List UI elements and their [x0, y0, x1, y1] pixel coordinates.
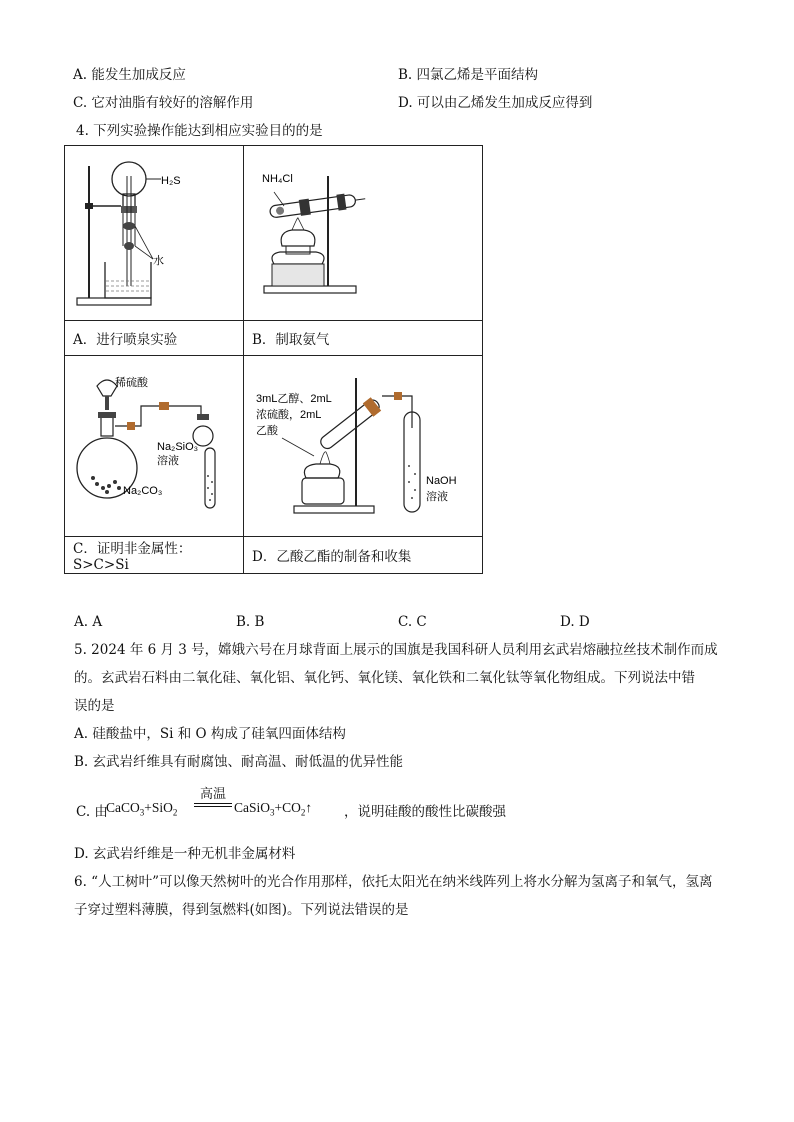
q5-option-c-prefix: C. 由: [76, 804, 108, 820]
reaction-condition: 高温: [200, 787, 227, 802]
q3-option-b: B. 四氯乙烯是平面结构: [398, 67, 539, 83]
nonmetal-comparison-diagram: [65, 356, 243, 532]
na2sio3-label: Na₂SiO₃: [157, 441, 199, 453]
q4-answer-c: C. C: [398, 614, 427, 630]
cell-d-caption-cell: [244, 537, 483, 574]
q3-option-c: C. 它对油脂有较好的溶解作用: [73, 95, 254, 111]
cell-c-diagram: [65, 356, 244, 537]
q4-answer-d: D. D: [560, 614, 590, 630]
cell-b-caption: B．制取氨气: [252, 332, 330, 348]
products: $CaSiO_3+CO_2↑$: [234, 800, 313, 818]
reactants: CaCO$_3$+SiO$_2$: [106, 800, 178, 818]
q5-stem-line2: 的。玄武岩石料由二氧化硅、氧化铝、氧化钙、氧化镁、氧化铁和二氧化钛等氧化物组成。下列说法中错: [74, 670, 695, 686]
na2sio3-solution-label: 溶液: [157, 455, 179, 467]
equation-line-top: [194, 803, 232, 804]
na2co3-label: Na₂CO₃: [123, 485, 163, 497]
naoh-label: NaOH: [426, 475, 457, 487]
cell-b-diagram: [244, 146, 483, 321]
fountain-apparatus-diagram: [65, 146, 243, 316]
q5-stem-line3: 误的是: [74, 698, 115, 714]
q6-stem-line1: 6. “人工树叶”可以像天然树叶的光合作用那样，依托太阳光在纳米线阵列上将水分解为氢离子和氧气，氢离: [74, 874, 713, 890]
q3-option-d: D. 可以由乙烯发生加成反应得到: [398, 95, 593, 111]
q3-option-a: A. 能发生加成反应: [73, 67, 186, 83]
ammonia-apparatus-diagram: [244, 146, 482, 316]
q5-option-a: A. 硅酸盐中，Si 和 O 构成了硅氧四面体结构: [74, 726, 346, 742]
cell-a-diagram: [65, 146, 244, 321]
cell-c-caption-cell: [65, 537, 244, 574]
q4-answer-a: A. A: [74, 614, 103, 630]
water-label: 水: [153, 255, 164, 267]
q4-answer-b: B. B: [236, 614, 265, 630]
q4-stem: 4. 下列实验操作能达到相应实验目的的是: [76, 123, 323, 139]
nh4cl-label: NH₄Cl: [262, 173, 293, 185]
dilute-h2so4-label: 稀硫酸: [115, 377, 148, 389]
h2s-label: H₂S: [161, 175, 181, 187]
reagent-label-3: 乙酸: [256, 425, 278, 437]
equation-line-bottom: [194, 806, 232, 807]
q5-option-b: B. 玄武岩纤维具有耐腐蚀、耐高温、耐低温的优异性能: [74, 754, 404, 770]
reagent-label-1: 3mL乙醇、2mL: [256, 393, 332, 405]
cell-a-caption-cell: [65, 321, 244, 356]
cell-a-caption: A．进行喷泉实验: [73, 332, 178, 348]
naoh-solution-label: 溶液: [426, 491, 448, 503]
cell-c-caption: C．证明非金属性：S>C>Si: [73, 541, 192, 573]
reagent-label-2: 浓硫酸，2mL: [256, 409, 322, 421]
q4-apparatus-table: [64, 145, 483, 574]
q5-stem-line1: 5. 2024 年 6 月 3 号，嫦娥六号在月球背面上展示的国旗是我国科研人员利用玄武岩熔融拉丝技术制作而成: [74, 642, 718, 658]
q5-option-d: D. 玄武岩纤维是一种无机非金属材料: [74, 846, 296, 862]
cell-d-caption: D．乙酸乙酯的制备和收集: [252, 549, 412, 565]
q6-stem-line2: 子穿过塑料薄膜，得到氢燃料(如图)。下列说法错误的是: [74, 902, 409, 918]
ethyl-acetate-apparatus-diagram: [244, 356, 482, 532]
q5-option-c-suffix: ，说明硅酸的酸性比碳酸强: [344, 804, 506, 820]
cell-b-caption-cell: [244, 321, 483, 356]
cell-d-diagram: [244, 356, 483, 537]
